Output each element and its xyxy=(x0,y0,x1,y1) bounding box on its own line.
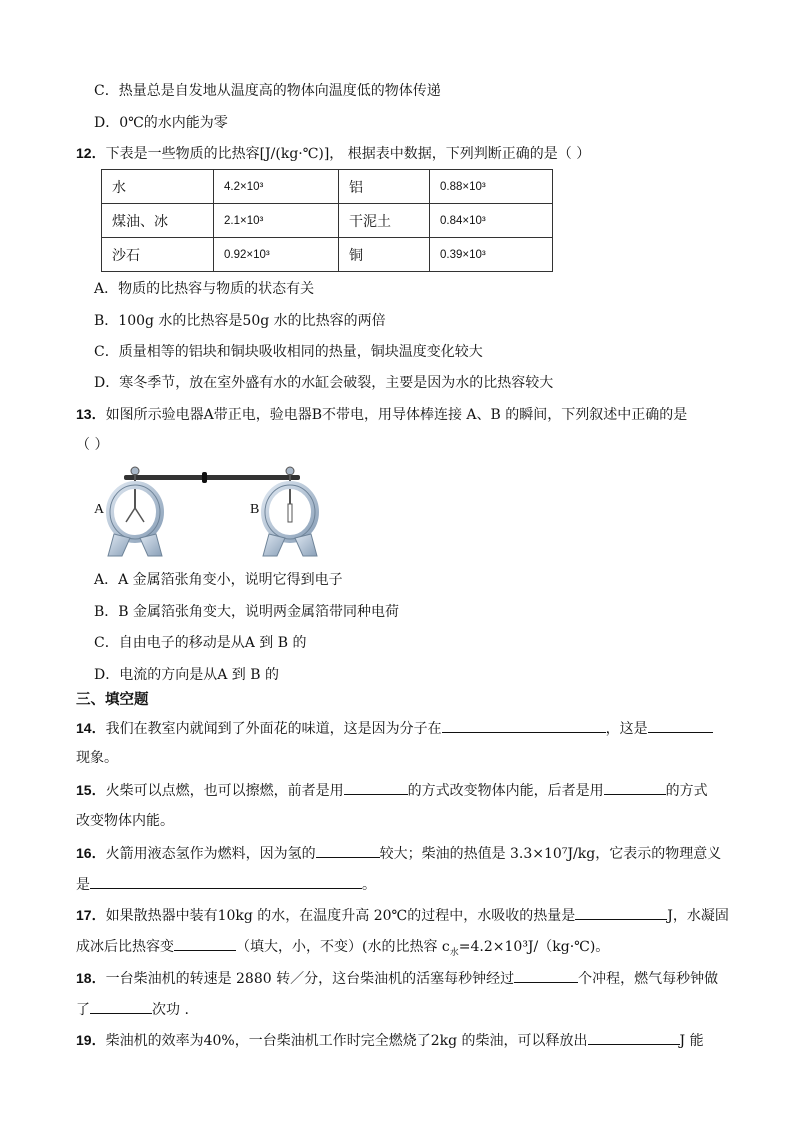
table-cell: 干泥土 xyxy=(339,204,430,238)
table-cell: 0.92×10³ xyxy=(214,238,339,272)
answer-blank[interactable] xyxy=(174,935,236,951)
question-number: 14． xyxy=(76,720,106,736)
answer-blank[interactable] xyxy=(90,873,362,889)
table-cell: 0.88×10³ xyxy=(430,170,553,204)
answer-blank[interactable] xyxy=(316,842,380,858)
question-text: 个冲程，燃气每秒钟做 xyxy=(578,971,719,987)
option-b: B．100g 水的比热容是50g 水的比热容的两倍 xyxy=(94,313,386,329)
table-cell: 4.2×10³ xyxy=(214,170,339,204)
conductor-rod xyxy=(124,475,300,480)
answer-blank[interactable] xyxy=(575,904,667,920)
question-text: 火箭用液态氢作为燃料，因为氢的 xyxy=(105,846,316,862)
table-cell: 0.84×10³ xyxy=(430,204,553,238)
question-text: 我们在教室内就闻到了外面花的味道，这是因为分子在 xyxy=(105,721,442,737)
question-14-cont: 现象。 xyxy=(76,750,118,766)
foil-leaf xyxy=(288,504,292,522)
question-text: 一台柴油机的转速是 2880 转／分，这台柴油机的活塞每秒钟经过 xyxy=(105,971,515,987)
subscript-water: 水 xyxy=(449,947,459,958)
foil-leaf xyxy=(135,508,144,522)
answer-blank[interactable] xyxy=(588,1029,680,1045)
question-stem: 下表是一些物质的比热容[J/(kg·℃)]， 根据表中数据，下列判断正确的是（ ） xyxy=(105,146,591,162)
question-text: 较大；柴油的热值是 3.3×10⁷J/kg，它表示的物理意义 xyxy=(379,846,722,862)
electroscope-a xyxy=(108,467,162,556)
question-text: 是 xyxy=(76,877,90,893)
electroscope-b xyxy=(263,467,317,556)
table-cell: 铝 xyxy=(339,170,430,204)
label-b: B xyxy=(250,502,260,517)
question-number: 13． xyxy=(76,406,106,422)
question-text: 的方式改变物体内能，后者是用 xyxy=(407,783,604,799)
question-number: 15． xyxy=(76,782,106,798)
option-c: C．质量相等的铝块和铜块吸收相同的热量，铜块温度变化较大 xyxy=(94,344,483,360)
option-a: A．物质的比热容与物质的状态有关 xyxy=(94,281,315,297)
question-18 xyxy=(76,967,718,989)
question-number: 17． xyxy=(76,907,106,923)
answer-blank[interactable] xyxy=(442,717,606,733)
option-a: A．A 金属箔张角变小，说明它得到电子 xyxy=(94,572,343,588)
answer-paren: （ ） xyxy=(76,437,109,453)
table-cell: 沙石 xyxy=(102,238,214,272)
question-17-cont xyxy=(76,935,609,963)
table-cell: 2.1×10³ xyxy=(214,204,339,238)
answer-blank[interactable] xyxy=(514,967,578,983)
table-row xyxy=(102,204,553,238)
question-text: ，这是 xyxy=(605,721,648,737)
question-17 xyxy=(76,904,729,926)
question-text: J，水凝固 xyxy=(667,908,729,924)
label-a: A xyxy=(94,502,105,517)
question-text: J 能 xyxy=(679,1033,704,1049)
question-text: 了 xyxy=(76,1002,90,1018)
question-18-cont xyxy=(76,998,189,1020)
question-number: 16． xyxy=(76,845,106,861)
table-cell: 煤油、冰 xyxy=(102,204,214,238)
option-d-prev: D．0℃的水内能为零 xyxy=(94,115,228,131)
question-16 xyxy=(76,842,721,864)
question-text: 次功 . xyxy=(152,1002,189,1018)
question-15-cont: 改变物体内能。 xyxy=(76,813,174,829)
table-cell: 水 xyxy=(102,170,214,204)
answer-blank[interactable] xyxy=(604,779,666,795)
electroscope-figure xyxy=(90,464,330,564)
answer-blank[interactable] xyxy=(344,779,408,795)
question-16-cont xyxy=(76,873,376,895)
question-text: 成冰后比热容变 xyxy=(76,939,174,955)
question-19 xyxy=(76,1029,704,1051)
question-14 xyxy=(76,717,713,739)
option-c: C．自由电子的移动是从A 到 B 的 xyxy=(94,635,307,651)
option-c-prev: C．热量总是自发地从温度高的物体向温度低的物体传递 xyxy=(94,83,441,99)
question-number: 19． xyxy=(76,1032,106,1048)
section-heading: 三、填空题 xyxy=(76,691,149,708)
option-d: D．电流的方向是从A 到 B 的 xyxy=(94,667,279,683)
table-cell: 铜 xyxy=(339,238,430,272)
table-row xyxy=(102,170,553,204)
foil-leaf xyxy=(126,508,135,522)
question-text: （填大，小，不变）(水的比热容 c xyxy=(236,939,450,955)
question-stem: 如图所示验电器A带正电，验电器B不带电，用导体棒连接 A、B 的瞬间，下列叙述中正确的是 xyxy=(105,407,688,423)
question-text: 。 xyxy=(362,877,376,893)
question-text: 柴油机的效率为40%，一台柴油机工作时完全燃烧了2kg 的柴油，可以释放出 xyxy=(105,1033,588,1049)
question-12 xyxy=(76,143,590,164)
specific-heat-table xyxy=(101,169,553,272)
rod-handle xyxy=(202,472,207,483)
question-13 xyxy=(76,404,687,425)
question-number: 18． xyxy=(76,970,106,986)
answer-blank[interactable] xyxy=(648,717,713,733)
question-15 xyxy=(76,779,708,801)
question-text: =4.2×10³J/（kg·℃)。 xyxy=(458,939,610,955)
option-d: D．寒冬季节，放在室外盛有水的水缸会破裂，主要是因为水的比热容较大 xyxy=(94,375,554,391)
question-text: 火柴可以点燃，也可以擦燃，前者是用 xyxy=(105,783,344,799)
table-cell: 0.39×10³ xyxy=(430,238,553,272)
answer-blank[interactable] xyxy=(90,998,152,1014)
table-row xyxy=(102,238,553,272)
question-number: 12． xyxy=(76,145,106,161)
question-text: 的方式 xyxy=(665,783,708,799)
option-b: B．B 金属箔张角变大，说明两金属箔带同种电荷 xyxy=(94,604,400,620)
electroscope-illustration xyxy=(90,464,330,564)
question-text: 如果散热器中装有10kg 的水，在温度升高 20℃的过程中，水吸收的热量是 xyxy=(105,908,576,924)
